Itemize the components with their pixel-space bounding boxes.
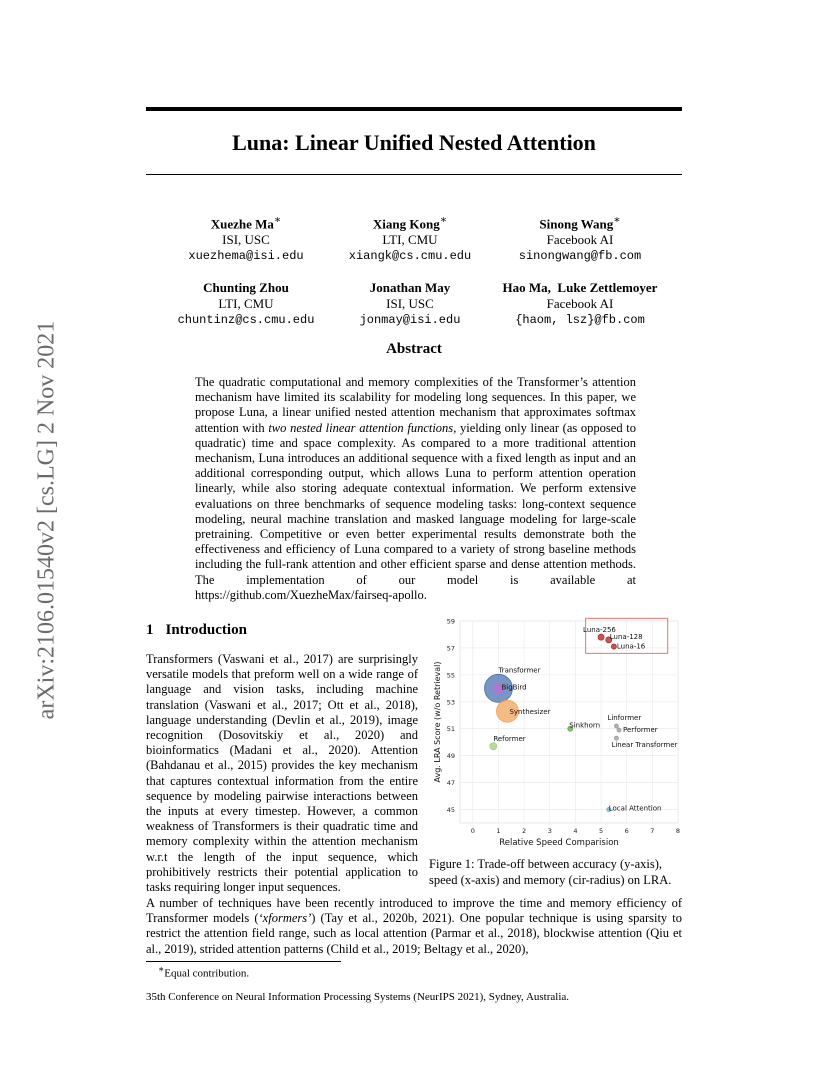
abstract-heading: Abstract [386,341,442,357]
author-block [470,212,690,264]
author-email[interactable]: sinongwang@fb.com [518,249,642,264]
abstract-text [195,375,636,603]
point-label-synthesizer: Synthesizer [509,708,551,717]
title-bottom-rule [146,174,682,175]
arxiv-sidebar [30,280,64,760]
author-mark: ∗ [439,214,448,226]
x-axis-label: Relative Speed Comparision [499,838,619,848]
title-top-rule [146,107,682,111]
point-label-sinkhorn: Sinkhorn [569,721,601,730]
footnote-mark: ∗ [158,964,165,974]
section-title: Introduction [165,622,247,638]
y-tick-label: 47 [446,779,455,788]
point-performer [617,728,621,732]
body-emphasis: ‘xformers’ [258,911,312,926]
point-label-transformer: Transformer [498,666,541,675]
point-label-luna-256: Luna-256 [583,626,616,635]
point-label-reformer: Reformer [493,735,526,744]
y-tick-label: 57 [446,644,455,653]
author-email[interactable]: chuntinz@cs.cmu.edu [177,313,315,327]
x-tick-label: 5 [598,827,604,835]
footnote-text: Equal contribution. [164,967,250,980]
author-affiliation: LTI, CMU [382,232,438,248]
x-tick-label: 0 [470,827,475,835]
figure-scatter-chart [430,613,690,853]
y-tick-label: 51 [446,725,455,734]
author-mark: ∗ [273,214,282,226]
point-luna-16 [611,644,616,649]
x-tick-label: 2 [522,827,527,835]
abstract-text-part: The quadratic computational and memory complexities of the Transformer’s attention mechanism have limited its scalability for modeling long sequences. In this paper, we propose Luna, a linear unified nested attention mechanism that approximates softmax attention with [195,375,636,435]
point-linformer [614,724,618,728]
author-name: Hao Ma, Luke Zettlemoyer [502,280,658,295]
author-block [460,280,700,328]
point-luna-256 [598,634,604,640]
body-paragraph [146,896,682,957]
point-reformer [490,743,497,750]
figure-caption: Figure 1: Trade-off between accuracy (y-axis), speed (x-axis) and memory (cir-radius) on LRA. [429,857,672,887]
author-affiliation: Facebook AI [546,296,614,311]
y-tick-label: 49 [446,752,455,761]
body-text-part: A number of techniques have been recently introduced to improve the time and memory efficiency of Transformer models ( [146,896,682,926]
author-affiliation: LTI, CMU [218,296,274,311]
point-label-luna-16: Luna-16 [616,642,646,651]
y-tick-label: 59 [446,617,455,626]
x-tick-label: 4 [573,827,578,835]
author-name: Xuezhe Ma [210,216,274,232]
author-name: Sinong Wang [539,216,614,232]
point-label-performer: Performer [623,726,658,735]
arxiv-id: arXiv:2106.01540v2 [cs.LG] 2 Nov 2021 [33,320,60,720]
point-label-bigbird: BigBird [501,683,527,692]
x-tick-label: 1 [496,827,501,835]
paper-title: Luna: Linear Unified Nested Attention [232,130,596,155]
author-email[interactable]: jonmay@isi.edu [359,313,461,327]
author-affiliation: ISI, USC [222,232,270,248]
point-label-local-attention: Local Attention [608,804,662,813]
abstract-emphasis: two nested linear attention functions [268,420,454,435]
y-axis-label: Avg. LRA Score (w/o Retrieval) [433,661,442,783]
author-affiliation: ISI, USC [386,296,434,311]
point-label-linear-transformer: Linear Transformer [611,741,678,750]
section-number: 1 [146,622,154,638]
footnote-rule [146,961,341,962]
author-email[interactable]: xiangk@cs.cmu.edu [348,249,472,264]
abstract-text-part: , yielding only linear (as opposed to quadratic) time and space complexity. As compared to a more traditional attention mechanism, Luna introduces an additional sequence with a fixed length as input and an additional corresponding output, which allows Luna to perform attention operation linearly, while also storing adequate contextual information. We perform extensive evaluations on three benchmarks of sequence modeling tasks: long-context sequence modeling, neural machine translation and masked language modeling for large-scale pretraining. Competitive or even better experimental results demonstrate both the effectiveness and efficiency of Luna compared to a variety of strong baseline methods including the full-rank attention and other efficient sparse and dense attention methods. The implementation of our model is available at https://github.com/XuezheMax/fairseq-apollo. [195,420,637,602]
x-tick-label: 6 [624,827,629,835]
author-name: Xiang Kong [372,216,440,232]
footnote [158,964,249,980]
author-name: Chunting Zhou [203,280,289,295]
intro-paragraph: Transformers (Vaswani et al., 2017) are surprisingly versatile models that preform well on a wide range of language and vision tasks, including machine translation (Vaswani et al., 2017; Ott et al., 2018), language understanding (Devlin et al., 2019), image recognition (Dosovitskiy et al., 2020) and bioinformatics (Madani et al., 2020). Attention (Bahdanau et al., 2015) provides the key mechanism that captures contextual information from the entire sequence by modeling pairwise interactions between the inputs at every timestep. However, a common weakness of Transformers is their quadratic time and memory complexity within the attention mechanism w.r.t the length of the input sequence, which prohibitively restricts their potential application to tasks requiring longer input sequences. [146,652,418,895]
section-heading [146,622,259,639]
author-mark: ∗ [613,214,621,226]
x-tick-label: 8 [675,827,681,835]
author-email[interactable]: {haom, lsz}@fb.com [515,313,645,327]
body-text-part: ) (Tay et al., 2020b, 2021). One popular technique is using sparsity to restrict the attention field range, such as local attention (Parmar et al., 2018), blockwise attention (Qiu et al., 2019), strided attention patterns (Child et al., 2019; Beltagy et al., 2020), [146,911,682,956]
author-affiliation: Facebook AI [546,232,614,248]
author-email[interactable]: xuezhema@isi.edu [188,249,304,264]
y-tick-label: 45 [446,806,455,815]
y-tick-label: 53 [446,698,455,707]
x-tick-label: 7 [650,827,655,835]
x-tick-label: 3 [547,827,552,835]
point-linear-transformer [614,736,618,740]
conference-note: 35th Conference on Neural Information Processing Systems (NeurIPS 2021), Sydney, Australia. [146,991,570,1003]
point-label-linformer: Linformer [607,714,642,723]
point-label-luna-128: Luna-128 [609,632,643,641]
y-tick-label: 55 [446,671,455,680]
author-name: Jonathan May [369,280,451,295]
